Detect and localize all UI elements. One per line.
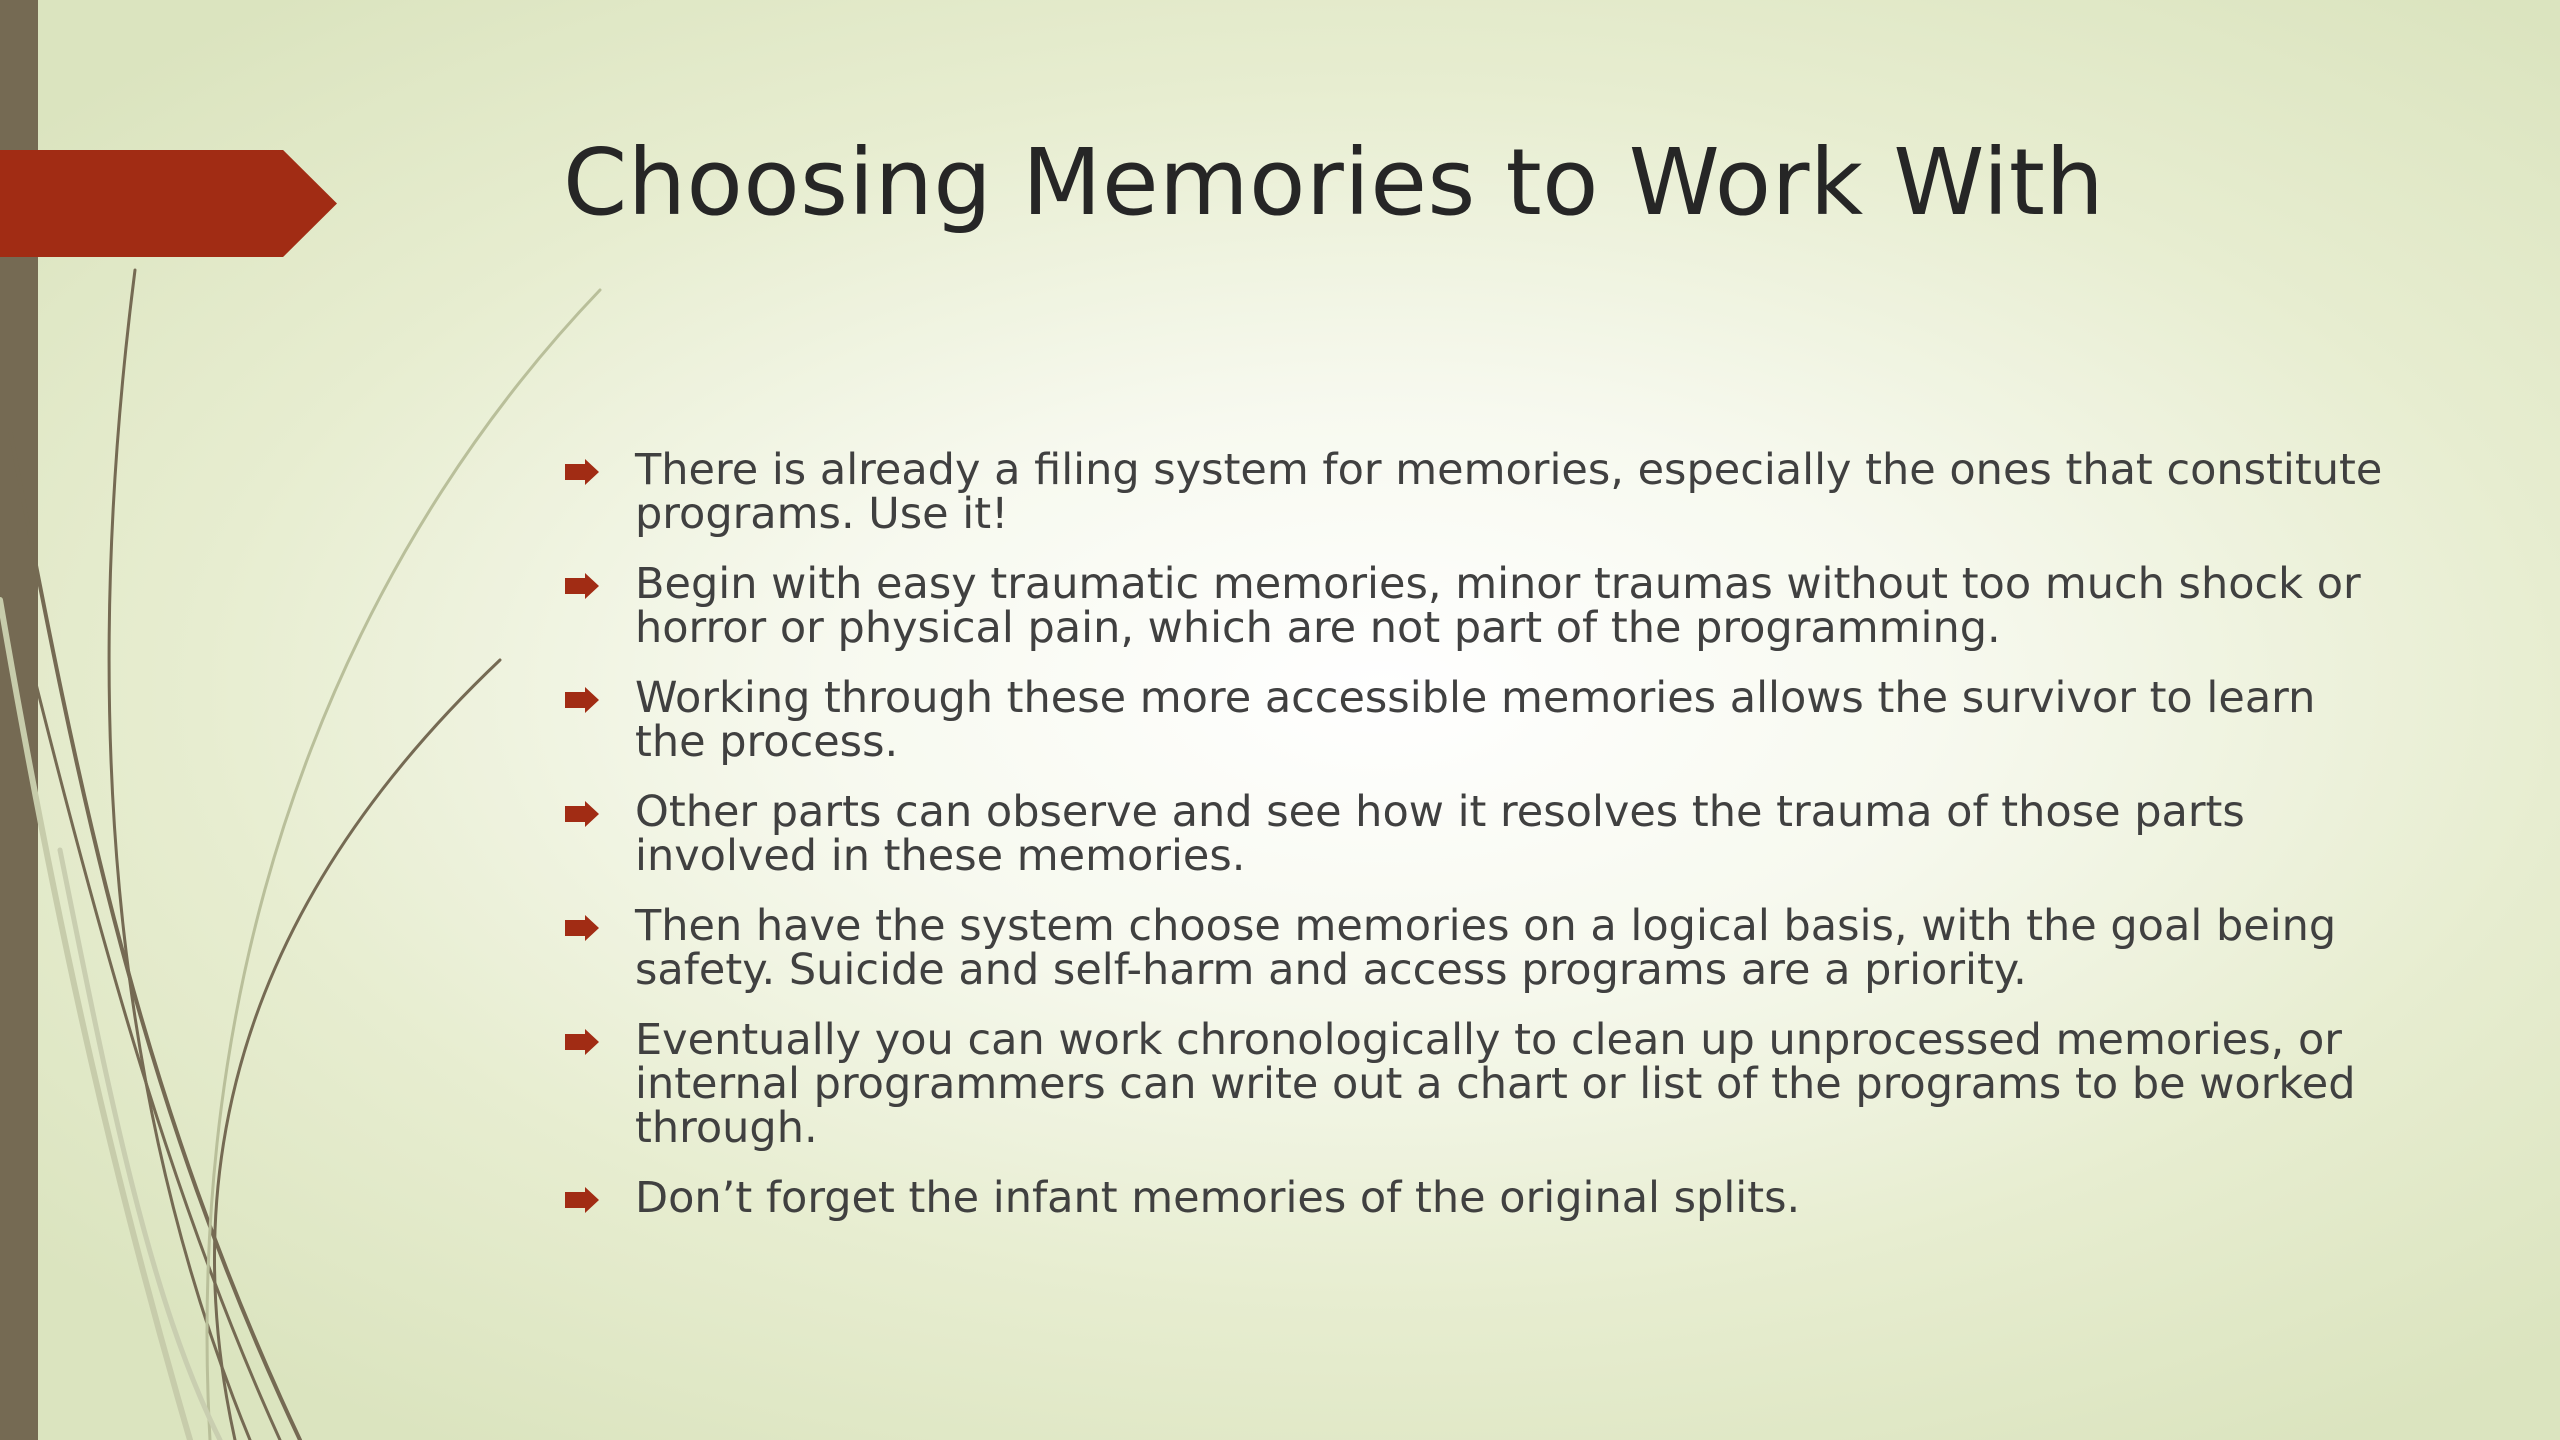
arrow-bullet-icon <box>565 687 599 713</box>
bullet-item <box>563 559 2398 653</box>
bullet-item <box>563 787 2398 881</box>
bullet-text: Begin with easy traumatic memories, minor traumas without too much shock or horror or physical pain, which are not part of the programming. <box>635 559 2361 653</box>
arrow-bullet-icon <box>565 915 599 941</box>
arrow-bullet-icon <box>565 1029 599 1055</box>
bullet-item <box>563 1015 2398 1153</box>
bullet-text: Don’t forget the infant memories of the original splits. <box>635 1173 1801 1223</box>
bullet-text: Working through these more accessible memories allows the survivor to learn the process. <box>635 673 2316 767</box>
arrow-bullet-icon <box>565 801 599 827</box>
bullet-item <box>563 1173 2398 1223</box>
bullet-text: Then have the system choose memories on a logical basis, with the goal being safety. Suicide and self-harm and access programs are a priority. <box>635 901 2337 995</box>
bullet-text: Other parts can observe and see how it resolves the trauma of those parts involved in these memories. <box>635 787 2245 881</box>
slide-title: Choosing Memories to Work With <box>563 129 2105 236</box>
bullet-item <box>563 673 2398 767</box>
bullet-item <box>563 445 2398 539</box>
arrow-bullet-icon <box>565 459 599 485</box>
bullet-list <box>563 445 2398 1246</box>
bullet-item <box>563 901 2398 995</box>
title-accent-arrow <box>0 150 337 257</box>
bullet-text: Eventually you can work chronologically to clean up unprocessed memories, or internal programmers can write out a chart or list of the programs to be worked through. <box>635 1015 2356 1153</box>
arrow-bullet-icon <box>565 573 599 599</box>
arrow-bullet-icon <box>565 1187 599 1213</box>
bullet-text: There is already a filing system for memories, especially the ones that constitute programs. Use it! <box>635 445 2383 539</box>
